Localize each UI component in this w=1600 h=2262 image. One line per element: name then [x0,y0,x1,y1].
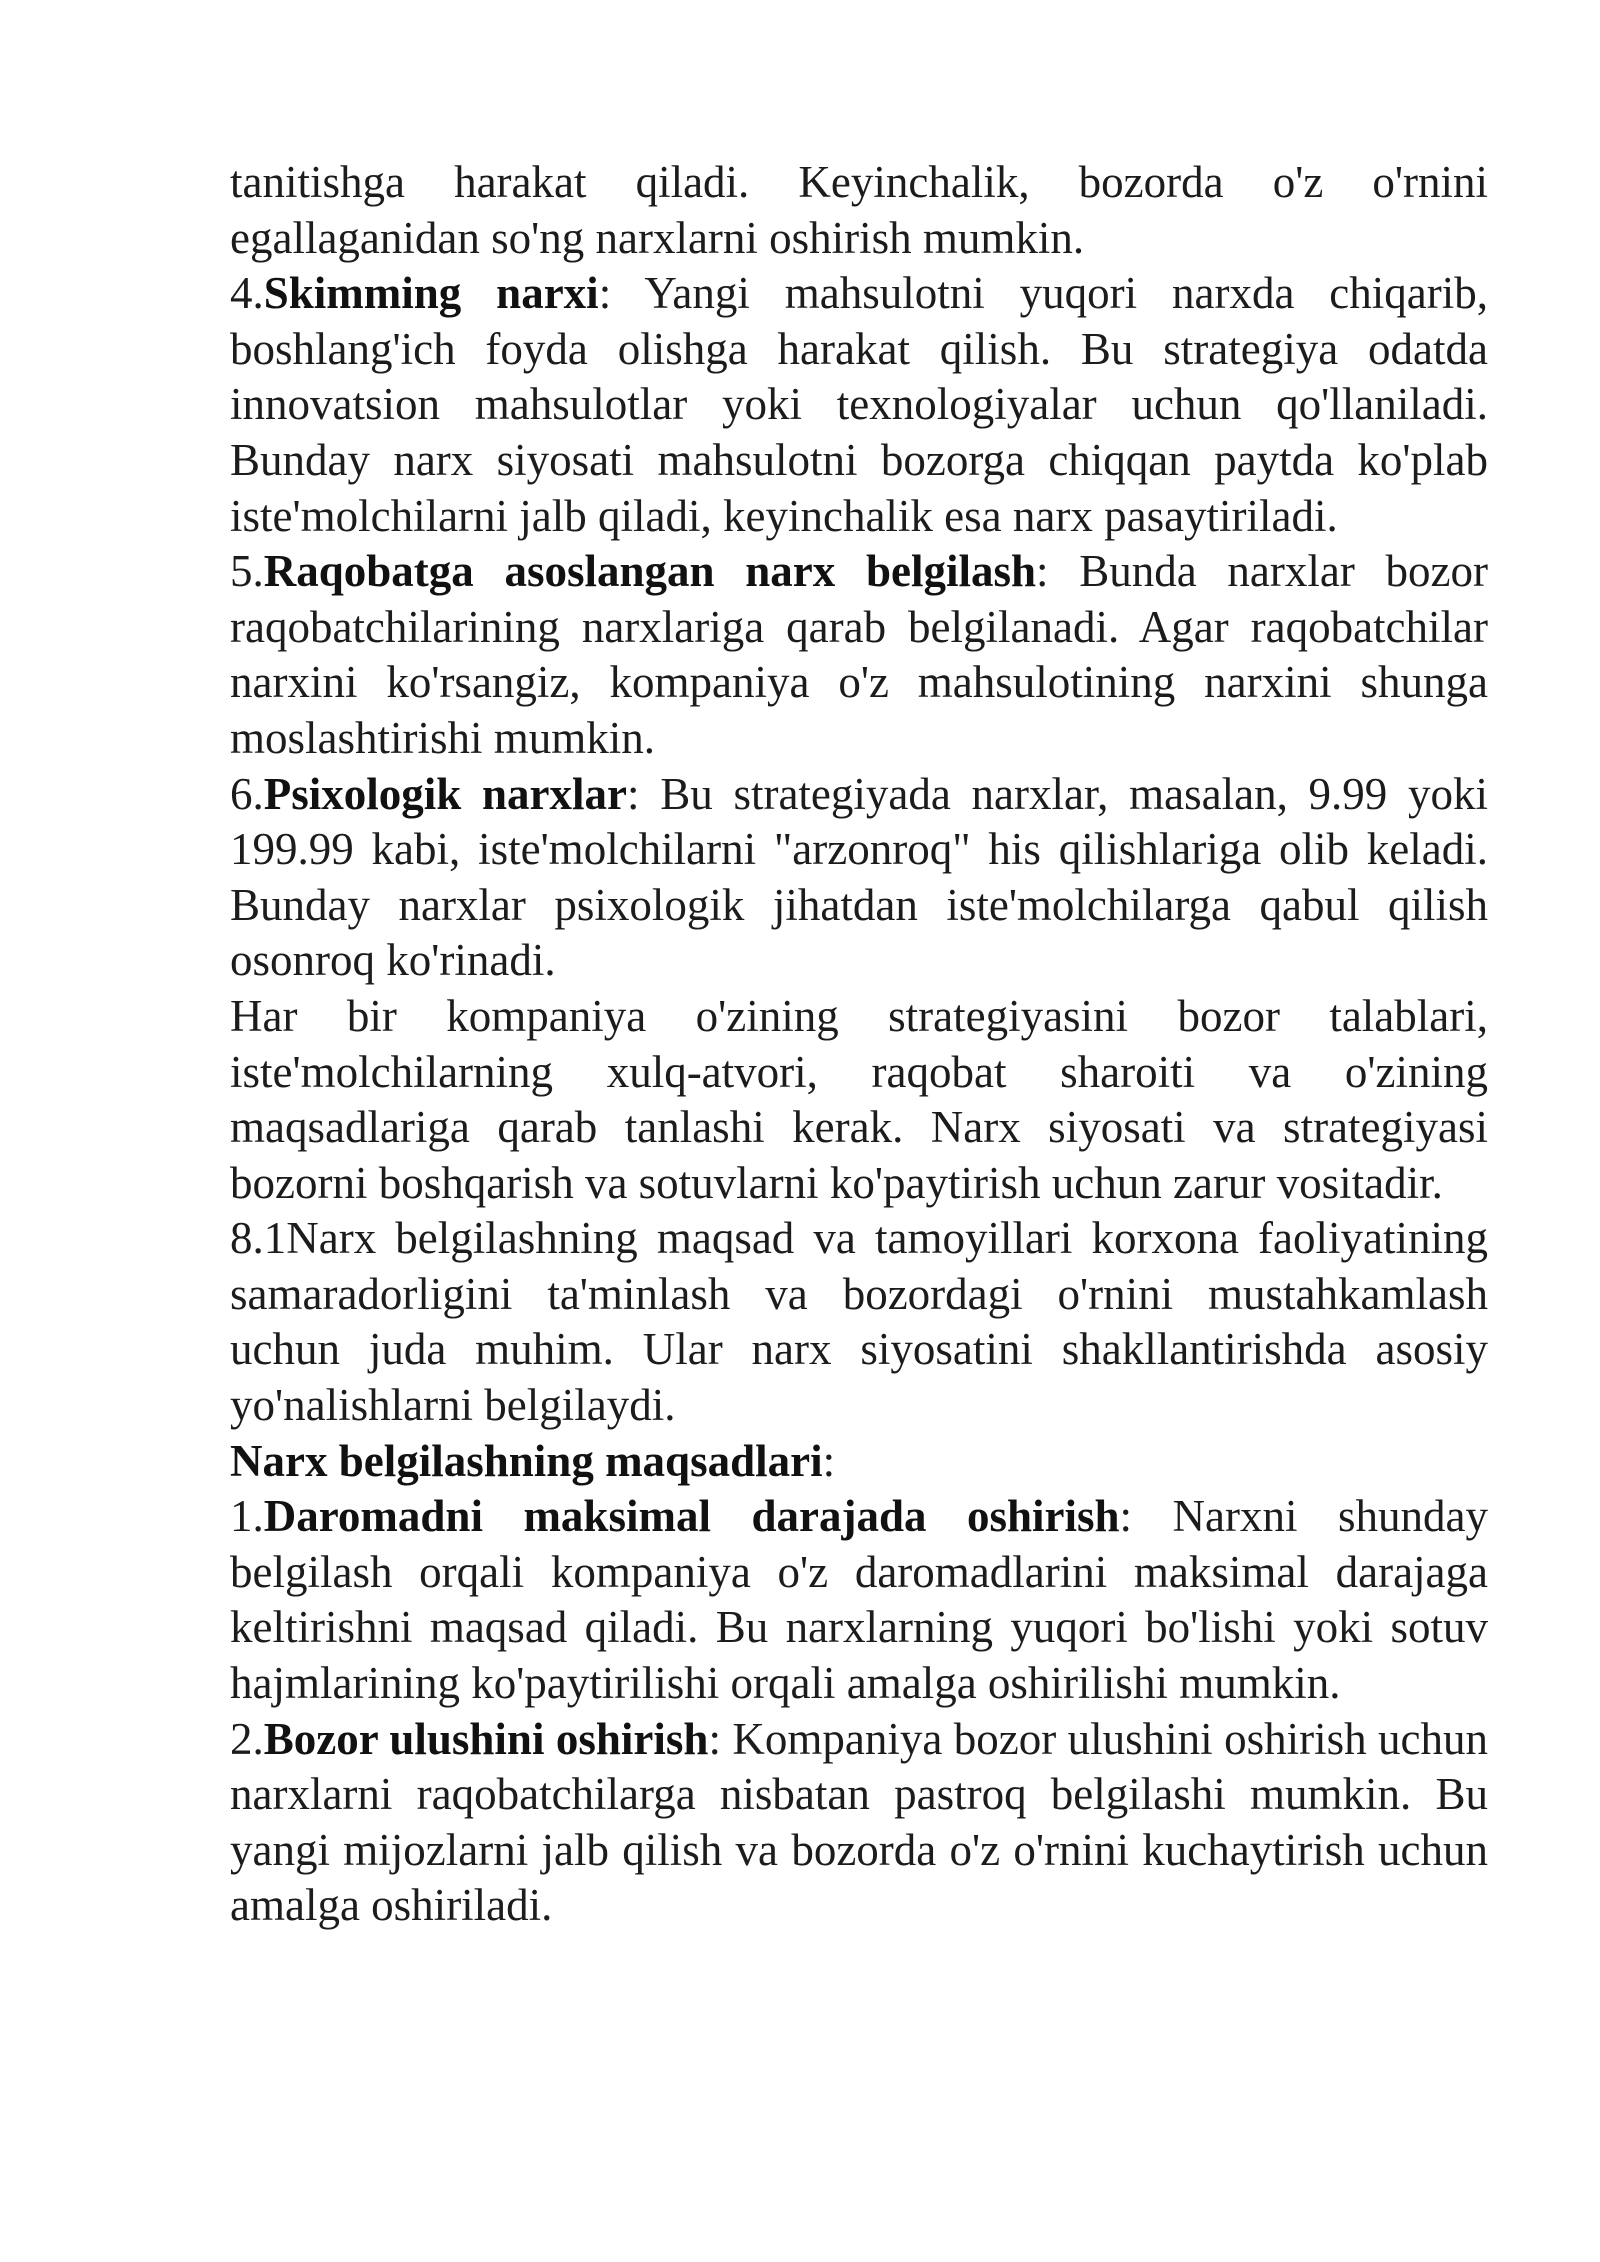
paragraph-item-5 [230,544,1488,766]
item-separator: : [626,768,640,819]
item-text: Yangi mahsulotni yuqori narxda chiqarib, boshlang'ich foyda olishga harakat qilish. Bu strategiya odatda innovatsion mahsulotlar yoki texnologiyalar uchun qo'llaniladi. Bunday narx siyosati mahsulotni bozorga chiqqan paytda ko'plab iste'molchilarni jalb qiladi, keyinchalik esa narx pasaytiriladi. [230,268,1488,541]
item-text: Kompaniya bozor ulushini oshirish uchun narxlarni raqobatchilarga nisbatan pastroq belgilashi mumkin. Bu yangi mijozlarni jalb qilish va bozorda o'z o'rnini kuchaytirish uchun amalga oshiriladi. [230,1713,1488,1931]
paragraph-item-2 [230,1712,1488,1934]
item-number: 4. [230,268,264,319]
document-page [230,155,1488,1934]
item-term: Psixologik narxlar [263,768,627,819]
item-separator: : [598,268,612,319]
section-heading: Narx belgilashning maqsadlari [230,1435,823,1486]
item-separator: : [1119,1491,1133,1542]
item-term: Skimming narxi [263,268,599,319]
paragraph-heading [230,1434,1488,1490]
item-term: Raqobatga asoslangan narx belgilash [263,546,1037,597]
item-text: Bunda narxlar bozor raqobatchilarining narxlariga qarab belgilanadi. Agar raqobatchilar narxini ko'rsangiz, kompaniya o'z mahsulotining narxini shunga moslashtirishi mumkin. [230,546,1488,763]
item-term: Bozor ulushini oshirish [263,1713,709,1764]
item-text: Narxni shunday belgilash orqali kompaniya o'z daromadlarini maksimal darajaga keltirishni maqsad qiladi. Bu narxlarning yuqori bo'lishi yoki sotuv hajmlarining ko'paytirilishi orqali amalga oshirilishi mumkin. [230,1491,1488,1709]
item-number: 2. [230,1713,264,1764]
heading-separator: : [822,1435,836,1486]
paragraph-text: 8.1Narx belgilashning maqsad va tamoyillari korxona faoliyatining samaradorligini ta'minlash va bozordagi o'rnini mustahkamlash uchun juda muhim. Ular narx siyosatini shakllantirishda asosiy yo'nalishlarni belgilaydi. [230,1213,1488,1431]
item-text: Bu strategiyada narxlar, masalan, 9.99 yoki 199.99 kabi, iste'molchilarni "arzonroq" his qilishlariga olib keladi. Bunday narxlar psixologik jihatdan iste'molchilarga qabul qilish osonroq ko'rinadi. [230,768,1489,986]
paragraph-text: tanitishga harakat qiladi. Keyinchalik, bozorda o'z o'rnini egallaganidan so'ng narxlarni oshirish mumkin. [230,157,1488,263]
item-number: 5. [230,546,264,597]
item-term: Daromadni maksimal darajada oshirish [263,1491,1120,1542]
paragraph-summary [230,989,1488,1211]
paragraph-text: Har bir kompaniya o'zining strategiyasini bozor talablari, iste'molchilarning xulq-atvori, raqobat sharoiti va o'zining maqsadlariga qarab tanlashi kerak. Narx siyosati va strategiyasi bozorni boshqarish va sotuvlarni ko'paytirish uchun zarur vositadir. [230,990,1488,1208]
item-separator: : [1036,546,1049,597]
paragraph-continuation [230,155,1488,266]
paragraph-item-4 [230,266,1488,544]
item-number: 1. [230,1491,264,1542]
paragraph-section-8-1 [230,1211,1488,1433]
paragraph-item-6 [230,767,1488,989]
item-separator: : [708,1713,721,1764]
paragraph-item-1 [230,1489,1488,1711]
item-number: 6. [230,768,264,819]
